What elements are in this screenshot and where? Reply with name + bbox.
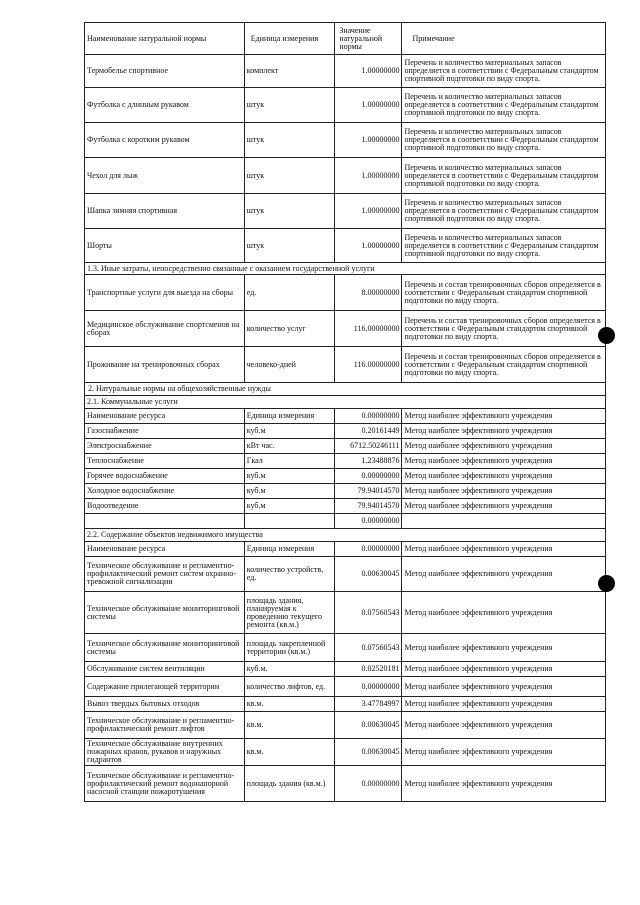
row-unit: куб.м. xyxy=(244,662,335,677)
row-unit: штук xyxy=(244,194,335,229)
table-row xyxy=(85,424,606,439)
row-value: 3.47784997 xyxy=(335,697,402,712)
row-value: 1.23488876 xyxy=(335,454,402,469)
row-name: Теплоснабжение xyxy=(85,454,245,469)
binder-hole-mark xyxy=(598,327,615,344)
row-unit: куб.м xyxy=(244,424,335,439)
row-name: Техническое обслуживание мониторинговой системы xyxy=(85,592,245,634)
row-method: Метод наиболее эффективного учреждения xyxy=(402,697,606,712)
row-value: 1.00000000 xyxy=(335,88,402,123)
row-name xyxy=(85,514,245,529)
row-value: 0.20161449 xyxy=(335,424,402,439)
row-unit: штук xyxy=(244,88,335,123)
row-name: Холодное водоснабжение xyxy=(85,484,245,499)
row-method: Метод наиболее эффективного учреждения xyxy=(402,484,606,499)
row-unit: штук xyxy=(244,123,335,158)
header-note: Примечание xyxy=(402,23,606,55)
row-name: Техническое обслуживание и регламентно-профилактический ремонт водонапорной насосной станции пожаротушения xyxy=(85,766,245,802)
row-name: Техническое обслуживание и регламентно-профилактический ремонт лифтов xyxy=(85,712,245,739)
row-unit: ед. xyxy=(244,275,335,311)
row-unit: куб.м xyxy=(244,499,335,514)
row-unit: кв.м. xyxy=(244,712,335,739)
row-method: Метод наиболее эффективного учреждения xyxy=(402,424,606,439)
row-value: 0.00630045 xyxy=(335,739,402,766)
table-row xyxy=(85,634,606,662)
row-note: Перечень и состав тренировочных сборов определяется в соответствии с Федеральным стандартом спортивной подготовки по виду спорта. xyxy=(402,347,606,383)
row-value: 0.00000000 xyxy=(335,766,402,802)
row-name: Футболка с длинным рукавом xyxy=(85,88,245,123)
row-unit: Единица измерения xyxy=(244,409,335,424)
row-unit: куб.м xyxy=(244,469,335,484)
row-name: Электроснабжение xyxy=(85,439,245,454)
row-name: Футболка с коротким рукавом xyxy=(85,123,245,158)
table-row xyxy=(85,55,606,88)
row-value: 0.00630045 xyxy=(335,557,402,592)
row-name: Проживание на тренировочных сборах xyxy=(85,347,245,383)
row-value: 0.02520181 xyxy=(335,662,402,677)
row-name: Шапка зимняя спортивная xyxy=(85,194,245,229)
row-name: Водоотведение xyxy=(85,499,245,514)
row-method: Метод наиболее эффективного учреждения xyxy=(402,454,606,469)
table-row xyxy=(85,409,606,424)
row-value: 0.00000000 xyxy=(335,409,402,424)
header-value: Значение натуральной нормы xyxy=(335,23,402,55)
row-value: 1.00000000 xyxy=(335,123,402,158)
row-method: Метод наиболее эффективного учреждения xyxy=(402,677,606,697)
table-row xyxy=(85,158,606,194)
table-row xyxy=(85,739,606,766)
row-name: Термобелье спортивное xyxy=(85,55,245,88)
row-unit: комплект xyxy=(244,55,335,88)
section-row xyxy=(85,263,606,275)
row-method: Метод наиболее эффективного учреждения xyxy=(402,662,606,677)
table-row xyxy=(85,347,606,383)
row-name: Медицинское обслуживание спортсменов на сборах xyxy=(85,311,245,347)
table-row xyxy=(85,275,606,311)
table-row xyxy=(85,88,606,123)
row-unit: кв.м. xyxy=(244,697,335,712)
row-unit: куб.м xyxy=(244,484,335,499)
row-unit xyxy=(244,514,335,529)
row-unit: кв.м. xyxy=(244,739,335,766)
row-name: Техническое обслуживание и регламентно-профилактический ремонт систем охранно-тревожной сигнализации xyxy=(85,557,245,592)
row-note: Перечень и количество материальных запасов определяется в соответствии с Федеральным стандартом спортивной подготовки по виду спорта. xyxy=(402,158,606,194)
row-unit: Единица измерения xyxy=(244,542,335,557)
table-header-row xyxy=(85,23,606,55)
row-unit: количество лифтов, ед. xyxy=(244,677,335,697)
row-unit: площадь здания (кв.м.) xyxy=(244,766,335,802)
section-row xyxy=(85,529,606,542)
row-value: 79.94014570 xyxy=(335,484,402,499)
row-name: Шорты xyxy=(85,229,245,263)
row-value: 6712.50246111 xyxy=(335,439,402,454)
row-value: 0.00000000 xyxy=(335,514,402,529)
section-title: 2.1. Коммунальные услуги xyxy=(85,396,606,409)
row-name: Вывоз твердых бытовых отходов xyxy=(85,697,245,712)
row-value: 0.07560543 xyxy=(335,634,402,662)
table-row xyxy=(85,454,606,469)
binder-hole-mark xyxy=(598,575,615,592)
row-value: 0.00000000 xyxy=(335,542,402,557)
table-row xyxy=(85,484,606,499)
table-row xyxy=(85,766,606,802)
row-method: Метод наиболее эффективного учреждения xyxy=(402,439,606,454)
row-name: Газоснабжение xyxy=(85,424,245,439)
row-name: Горячее водоснабжение xyxy=(85,469,245,484)
row-note: Перечень и состав тренировочных сборов определяется в соответствии с Федеральным стандартом спортивной подготовки по виду спорта. xyxy=(402,311,606,347)
row-unit: штук xyxy=(244,158,335,194)
row-note: Перечень и количество материальных запасов определяется в соответствии с Федеральным стандартом спортивной подготовки по виду спорта. xyxy=(402,194,606,229)
table-row xyxy=(85,662,606,677)
row-method: Метод наиболее эффективного учреждения xyxy=(402,469,606,484)
row-name: Наименование ресурса xyxy=(85,542,245,557)
row-unit: человеко-дней xyxy=(244,347,335,383)
row-value: 8.00000000 xyxy=(335,275,402,311)
row-value: 0.00000000 xyxy=(335,469,402,484)
row-value: 116.00000000 xyxy=(335,347,402,383)
row-method: Метод наиболее эффективного учреждения xyxy=(402,766,606,802)
row-unit: площадь закрепленной территории (кв.м.) xyxy=(244,634,335,662)
section-title: 2. Натуральные нормы на общехозяйственные нужды xyxy=(85,383,606,396)
table-row xyxy=(85,123,606,158)
row-name: Обслуживание систем вентиляции xyxy=(85,662,245,677)
row-unit: штук xyxy=(244,229,335,263)
row-unit: количество услуг xyxy=(244,311,335,347)
table-row xyxy=(85,677,606,697)
row-name: Техническое обслуживание внутренних пожарных кранов, рукавов и наружных гидрантов xyxy=(85,739,245,766)
row-unit: Гкал xyxy=(244,454,335,469)
row-unit: количество устройств, ед. xyxy=(244,557,335,592)
row-value: 1.00000000 xyxy=(335,55,402,88)
header-unit: Единица измерения xyxy=(244,23,335,55)
row-name: Чехол для лыж xyxy=(85,158,245,194)
row-value: 1.00000000 xyxy=(335,229,402,263)
table-row xyxy=(85,592,606,634)
norms-table xyxy=(84,22,606,802)
table-row xyxy=(85,557,606,592)
section-title: 2.2. Содержание объектов недвижимого имущества xyxy=(85,529,606,542)
row-unit: площадь здания, планируемая к проведению текущего ремонта (кв.м.) xyxy=(244,592,335,634)
table-row xyxy=(85,499,606,514)
table-row xyxy=(85,542,606,557)
row-method: Метод наиболее эффективного учреждения xyxy=(402,557,606,592)
row-name: Транспортные услуги для выезда на сборы xyxy=(85,275,245,311)
table-row xyxy=(85,194,606,229)
row-value: 0.00000000 xyxy=(335,677,402,697)
row-value: 1.00000000 xyxy=(335,158,402,194)
section-title: 1.3. Иные затраты, непосредственно связанные с оказанием государственной услуги xyxy=(85,263,606,275)
row-note: Перечень и количество материальных запасов определяется в соответствии с Федеральным стандартом спортивной подготовки по виду спорта. xyxy=(402,123,606,158)
row-note: Перечень и количество материальных запасов определяется в соответствии с Федеральным стандартом спортивной подготовки по виду спорта. xyxy=(402,229,606,263)
row-value: 0.07560543 xyxy=(335,592,402,634)
table-row xyxy=(85,514,606,529)
section-row xyxy=(85,383,606,396)
row-method: Метод наиболее эффективного учреждения xyxy=(402,634,606,662)
table-row xyxy=(85,229,606,263)
table-row xyxy=(85,311,606,347)
row-method: Метод наиболее эффективного учреждения xyxy=(402,739,606,766)
row-name: Содержание прилегающей территории xyxy=(85,677,245,697)
table-row xyxy=(85,469,606,484)
row-value: 116.00000000 xyxy=(335,311,402,347)
row-note: Перечень и количество материальных запасов определяется в соответствии с Федеральным стандартом спортивной подготовки по виду спорта. xyxy=(402,55,606,88)
row-value: 79.94014570 xyxy=(335,499,402,514)
header-name: Наименование натуральной нормы xyxy=(85,23,245,55)
row-method: Метод наиболее эффективного учреждения xyxy=(402,592,606,634)
row-note: Перечень и количество материальных запасов определяется в соответствии с Федеральным стандартом спортивной подготовки по виду спорта. xyxy=(402,88,606,123)
row-name: Наименование ресурса xyxy=(85,409,245,424)
row-method: Метод наиболее эффективного учреждения xyxy=(402,409,606,424)
section-row xyxy=(85,396,606,409)
table-row xyxy=(85,712,606,739)
row-method: Метод наиболее эффективного учреждения xyxy=(402,712,606,739)
table-row xyxy=(85,439,606,454)
table-row xyxy=(85,697,606,712)
row-method: Метод наиболее эффективного учреждения xyxy=(402,499,606,514)
row-value: 0.00630045 xyxy=(335,712,402,739)
row-value: 1.00000000 xyxy=(335,194,402,229)
row-method: Метод наиболее эффективного учреждения xyxy=(402,542,606,557)
row-name: Техническое обслуживание мониторинговой системы xyxy=(85,634,245,662)
row-unit: кВт час. xyxy=(244,439,335,454)
row-note: Перечень и состав тренировочных сборов определяется в соответствии с Федеральным стандартом спортивной подготовки по виду спорта. xyxy=(402,275,606,311)
row-method xyxy=(402,514,606,529)
